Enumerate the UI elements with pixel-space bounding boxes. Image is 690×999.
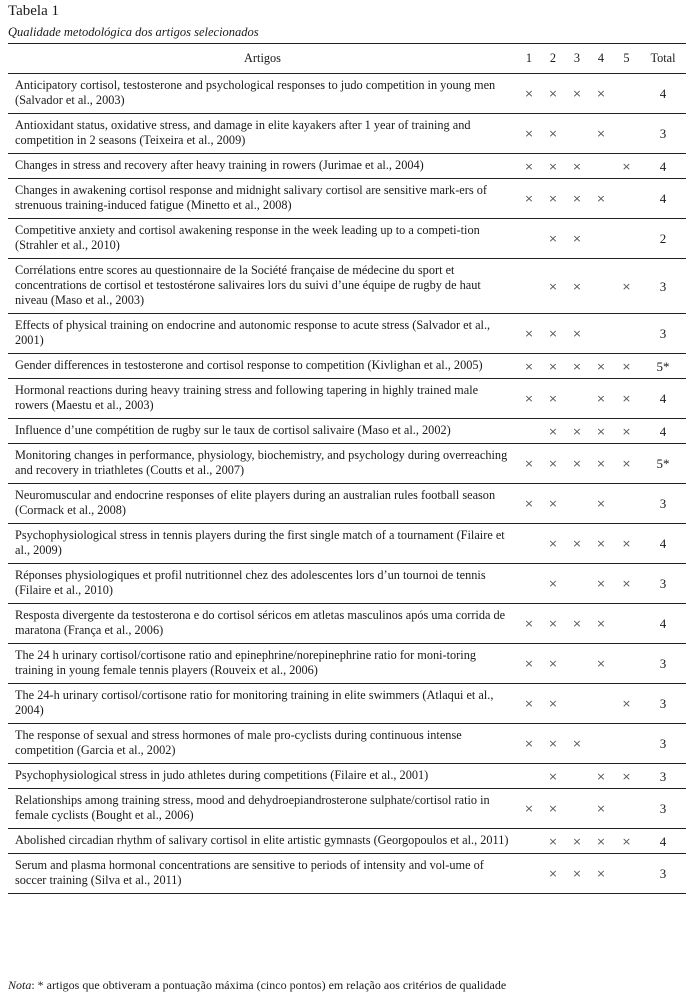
total-score: 3 <box>640 724 686 764</box>
criterion-2-check-mark: × <box>541 259 565 314</box>
criterion-5-check-mark: × <box>613 684 640 724</box>
criterion-4-check-mark: × <box>589 604 613 644</box>
criterion-2-check-mark: × <box>541 74 565 114</box>
article-title: The response of sexual and stress hormones of male pro-cyclists during continuous intense competition (Garcia et al., 2002) <box>8 724 517 764</box>
criterion-1-check-mark: × <box>517 179 541 219</box>
criterion-5-check-mark: × <box>613 764 640 789</box>
criterion-1-empty <box>517 764 541 789</box>
criterion-1-check-mark: × <box>517 724 541 764</box>
table-row <box>8 724 686 764</box>
criterion-5-check-mark: × <box>613 259 640 314</box>
criterion-4-empty <box>589 724 613 764</box>
total-score: 4 <box>640 419 686 444</box>
criterion-2-check-mark: × <box>541 524 565 564</box>
criterion-3-check-mark: × <box>565 354 589 379</box>
table-header-row <box>8 44 686 74</box>
quality-table <box>8 43 686 894</box>
criterion-1-check-mark: × <box>517 789 541 829</box>
criterion-1-empty <box>517 564 541 604</box>
table-row <box>8 564 686 604</box>
criterion-3-empty <box>565 379 589 419</box>
article-title: Anticipatory cortisol, testosterone and psychological responses to judo competition in young men (Salvador et al., 2003) <box>8 74 517 114</box>
criterion-4-check-mark: × <box>589 484 613 524</box>
criterion-5-check-mark: × <box>613 524 640 564</box>
criterion-5-empty <box>613 114 640 154</box>
article-title: Neuromuscular and endocrine responses of elite players during an australian rules football season (Cormack et al., 2008) <box>8 484 517 524</box>
article-title: Relationships among training stress, mood and dehydroepiandrosterone sulphate/cortisol ratio in female cyclists (Bought et al., 2006) <box>8 789 517 829</box>
criterion-3-check-mark: × <box>565 724 589 764</box>
criterion-5-check-mark: × <box>613 829 640 854</box>
table-row <box>8 74 686 114</box>
total-score: 3 <box>640 764 686 789</box>
criterion-2-check-mark: × <box>541 219 565 259</box>
article-title: Changes in awakening cortisol response and midnight salivary cortisol are sensitive mark-ers of strenuous training-induced fatigue (Minetto et al., 2008) <box>8 179 517 219</box>
table-row <box>8 829 686 854</box>
article-title: Hormonal reactions during heavy training stress and following tapering in highly trained male rowers (Maestu et al., 2003) <box>8 379 517 419</box>
criterion-2-check-mark: × <box>541 854 565 894</box>
criterion-3-check-mark: × <box>565 604 589 644</box>
criterion-3-empty <box>565 114 589 154</box>
table-row <box>8 854 686 894</box>
article-title: Psychophysiological stress in judo athletes during competitions (Filaire et al., 2001) <box>8 764 517 789</box>
criterion-4-check-mark: × <box>589 829 613 854</box>
criterion-2-check-mark: × <box>541 354 565 379</box>
criterion-4-empty <box>589 684 613 724</box>
article-title: Monitoring changes in performance, physiology, biochemistry, and psychology during overreaching and recovery in triathletes (Coutts et al., 2007) <box>8 444 517 484</box>
criterion-1-check-mark: × <box>517 444 541 484</box>
article-title: Competitive anxiety and cortisol awakening response in the week leading up to a competi-tion (Strahler et al., 2010) <box>8 219 517 259</box>
total-score: 3 <box>640 484 686 524</box>
table-row <box>8 764 686 789</box>
criterion-3-check-mark: × <box>565 259 589 314</box>
criterion-1-empty <box>517 524 541 564</box>
criterion-4-check-mark: × <box>589 379 613 419</box>
criterion-2-check-mark: × <box>541 604 565 644</box>
article-title: Psychophysiological stress in tennis players during the first single match of a tournament (Filaire et al., 2009) <box>8 524 517 564</box>
criterion-1-check-mark: × <box>517 484 541 524</box>
criterion-5-check-mark: × <box>613 154 640 179</box>
criterion-3-check-mark: × <box>565 154 589 179</box>
criterion-3-empty <box>565 644 589 684</box>
criterion-3-empty <box>565 684 589 724</box>
criterion-1-empty <box>517 854 541 894</box>
table-row <box>8 219 686 259</box>
total-score: 4 <box>640 379 686 419</box>
criterion-1-empty <box>517 829 541 854</box>
table-row <box>8 684 686 724</box>
total-score: 4 <box>640 74 686 114</box>
table-row <box>8 114 686 154</box>
total-score: 2 <box>640 219 686 259</box>
article-title: Réponses physiologiques et profil nutritionnel chez des adolescentes lors d’un tournoi de tennis (Filaire et al., 2010) <box>8 564 517 604</box>
criterion-2-check-mark: × <box>541 684 565 724</box>
article-title: Changes in stress and recovery after heavy training in rowers (Jurimae et al., 2004) <box>8 154 517 179</box>
table-row <box>8 484 686 524</box>
table-row <box>8 154 686 179</box>
table-row <box>8 354 686 379</box>
note-text: : * artigos que obtiveram a pontuação máxima (cinco pontos) em relação aos critérios de qualidade <box>31 978 507 992</box>
criterion-1-empty <box>517 219 541 259</box>
criterion-3-empty <box>565 789 589 829</box>
criterion-3-check-mark: × <box>565 314 589 354</box>
table-row <box>8 524 686 564</box>
article-title: The 24 h urinary cortisol/cortisone ratio and epinephrine/norepinephrine ratio for moni-toring training in young female tennis players (Rouveix et al., 2006) <box>8 644 517 684</box>
criterion-2-check-mark: × <box>541 314 565 354</box>
criterion-3-check-mark: × <box>565 74 589 114</box>
article-title: Effects of physical training on endocrine and autonomic response to acute stress (Salvador et al., 2001) <box>8 314 517 354</box>
header-articles: Artigos <box>8 44 517 74</box>
table-row <box>8 314 686 354</box>
criterion-1-check-mark: × <box>517 114 541 154</box>
criterion-3-check-mark: × <box>565 524 589 564</box>
table-row <box>8 259 686 314</box>
criterion-5-empty <box>613 724 640 764</box>
criterion-1-check-mark: × <box>517 74 541 114</box>
table-caption: Qualidade metodológica dos artigos selecionados <box>8 25 259 39</box>
criterion-5-empty <box>613 219 640 259</box>
article-title: Resposta divergente da testosterona e do cortisol séricos em atletas masculinos após uma corrida de maratona (França et al., 2006) <box>8 604 517 644</box>
total-score: 3 <box>640 854 686 894</box>
table-body <box>8 74 686 894</box>
criterion-3-empty <box>565 484 589 524</box>
article-title: The 24-h urinary cortisol/cortisone ratio for monitoring training in elite swimmers (Atlaqui et al., 2004) <box>8 684 517 724</box>
total-score: 4 <box>640 179 686 219</box>
criterion-4-check-mark: × <box>589 524 613 564</box>
article-title: Influence d’une compétition de rugby sur le taux de cortisol salivaire (Maso et al., 2002) <box>8 419 517 444</box>
criterion-1-check-mark: × <box>517 379 541 419</box>
criterion-4-check-mark: × <box>589 179 613 219</box>
article-title: Abolished circadian rhythm of salivary cortisol in elite artistic gymnasts (Georgopoulos et al., 2011) <box>8 829 517 854</box>
criterion-4-check-mark: × <box>589 74 613 114</box>
criterion-3-check-mark: × <box>565 419 589 444</box>
criterion-4-empty <box>589 314 613 354</box>
criterion-2-check-mark: × <box>541 829 565 854</box>
criterion-3-check-mark: × <box>565 219 589 259</box>
total-score: 3 <box>640 314 686 354</box>
total-score: 3 <box>640 114 686 154</box>
header-criterion-4: 4 <box>589 44 613 74</box>
criterion-1-check-mark: × <box>517 644 541 684</box>
criterion-4-check-mark: × <box>589 354 613 379</box>
table-note <box>8 978 506 993</box>
criterion-5-empty <box>613 74 640 114</box>
total-score: 3 <box>640 644 686 684</box>
criterion-2-check-mark: × <box>541 789 565 829</box>
criterion-1-check-mark: × <box>517 154 541 179</box>
table-row <box>8 644 686 684</box>
table-number: Tabela 1 <box>8 3 60 19</box>
total-score: 3 <box>640 789 686 829</box>
criterion-1-empty <box>517 419 541 444</box>
article-title: Serum and plasma hormonal concentrations are sensitive to periods of intensity and vol-ume of soccer training (Silva et al., 2011) <box>8 854 517 894</box>
criterion-3-check-mark: × <box>565 444 589 484</box>
criterion-3-empty <box>565 564 589 604</box>
criterion-4-check-mark: × <box>589 114 613 154</box>
criterion-3-check-mark: × <box>565 179 589 219</box>
total-score: 4 <box>640 604 686 644</box>
criterion-4-empty <box>589 259 613 314</box>
table-row <box>8 444 686 484</box>
criterion-5-empty <box>613 789 640 829</box>
criterion-5-check-mark: × <box>613 379 640 419</box>
criterion-2-check-mark: × <box>541 444 565 484</box>
header-criterion-5: 5 <box>613 44 640 74</box>
header-criterion-3: 3 <box>565 44 589 74</box>
total-score: 4 <box>640 154 686 179</box>
note-label: Nota <box>8 978 32 992</box>
criterion-4-empty <box>589 154 613 179</box>
criterion-2-check-mark: × <box>541 154 565 179</box>
criterion-1-check-mark: × <box>517 354 541 379</box>
header-total: Total <box>640 44 686 74</box>
criterion-4-empty <box>589 219 613 259</box>
table-row <box>8 379 686 419</box>
criterion-5-empty <box>613 604 640 644</box>
criterion-3-empty <box>565 764 589 789</box>
criterion-2-check-mark: × <box>541 114 565 154</box>
criterion-3-check-mark: × <box>565 854 589 894</box>
criterion-4-check-mark: × <box>589 564 613 604</box>
criterion-2-check-mark: × <box>541 179 565 219</box>
criterion-1-empty <box>517 259 541 314</box>
criterion-5-check-mark: × <box>613 444 640 484</box>
criterion-2-check-mark: × <box>541 564 565 604</box>
criterion-5-empty <box>613 484 640 524</box>
criterion-2-check-mark: × <box>541 484 565 524</box>
criterion-2-check-mark: × <box>541 644 565 684</box>
criterion-1-check-mark: × <box>517 684 541 724</box>
criterion-4-check-mark: × <box>589 854 613 894</box>
header-criterion-1: 1 <box>517 44 541 74</box>
header-criterion-2: 2 <box>541 44 565 74</box>
total-score: 4 <box>640 524 686 564</box>
criterion-4-check-mark: × <box>589 444 613 484</box>
article-title: Gender differences in testosterone and cortisol response to competition (Kivlighan et al., 2005) <box>8 354 517 379</box>
total-score: 4 <box>640 829 686 854</box>
total-score: 5* <box>640 444 686 484</box>
criterion-2-check-mark: × <box>541 764 565 789</box>
criterion-5-empty <box>613 314 640 354</box>
criterion-2-check-mark: × <box>541 724 565 764</box>
criterion-5-check-mark: × <box>613 419 640 444</box>
criterion-5-empty <box>613 854 640 894</box>
criterion-5-check-mark: × <box>613 354 640 379</box>
criterion-3-check-mark: × <box>565 829 589 854</box>
criterion-2-check-mark: × <box>541 379 565 419</box>
criterion-1-check-mark: × <box>517 314 541 354</box>
total-score: 3 <box>640 259 686 314</box>
criterion-4-check-mark: × <box>589 644 613 684</box>
total-score: 3 <box>640 684 686 724</box>
total-score: 3 <box>640 564 686 604</box>
total-score: 5* <box>640 354 686 379</box>
criterion-4-check-mark: × <box>589 764 613 789</box>
article-title: Antioxidant status, oxidative stress, and damage in elite kayakers after 1 year of training and competition in 2 seasons (Teixeira et al., 2009) <box>8 114 517 154</box>
criterion-1-check-mark: × <box>517 604 541 644</box>
table-row <box>8 179 686 219</box>
table-row <box>8 789 686 829</box>
criterion-5-empty <box>613 644 640 684</box>
criterion-2-check-mark: × <box>541 419 565 444</box>
criterion-5-check-mark: × <box>613 564 640 604</box>
table-row <box>8 419 686 444</box>
criterion-5-empty <box>613 179 640 219</box>
article-title: Corrélations entre scores au questionnaire de la Société française de médecine du sport et concentrations de cortisol et testostérone salivaires lors du suivi d’une équipe de rugby de haut niveau (Maso et al., 2003) <box>8 259 517 314</box>
table-row <box>8 604 686 644</box>
criterion-4-check-mark: × <box>589 419 613 444</box>
criterion-4-check-mark: × <box>589 789 613 829</box>
